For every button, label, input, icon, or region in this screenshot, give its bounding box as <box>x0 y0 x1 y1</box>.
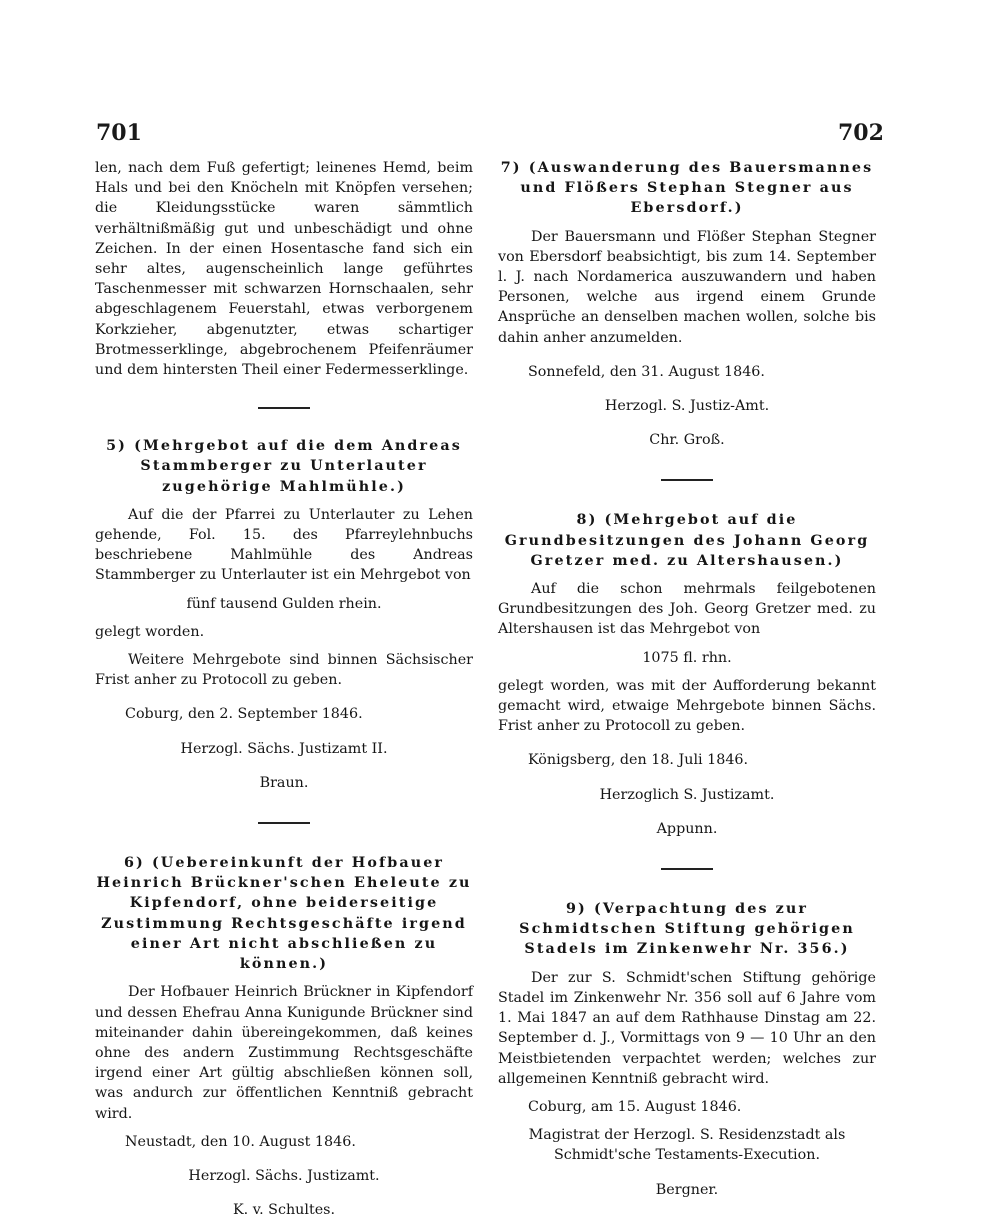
notice-7-place-date: Sonnefeld, den 31. August 1846. <box>528 363 765 380</box>
notice-7-authority: Herzogl. S. Justiz-Amt. <box>604 398 770 415</box>
notice-6-signer: K. v. Schultes. <box>232 1202 336 1219</box>
notice-8-amount: 1075 fl. rhn. <box>642 649 732 666</box>
notice-9 <box>498 899 876 1200</box>
right-column <box>498 158 876 1200</box>
separator-rule <box>498 839 876 899</box>
notice-5-place-date: Coburg, den 2. September 1846. <box>125 706 363 723</box>
notice-8-authority: Herzoglich S. Justizamt. <box>599 786 775 803</box>
notice-9-body: Der zur S. Schmidt'schen Stiftung gehörige Stadel im Zinkenwehr Nr. 356 soll auf 6 Jahre vom 1. Mai 1847 an auf dem Rathhause Dinstag am 22. September d. J., Vormittags von 9 — 10 Uhr an den Meistbietenden verpachtet werden; welches zur allgemeinen Kenntniß gebracht wird. <box>498 969 876 1087</box>
notice-8-place-date: Königsberg, den 18. Juli 1846. <box>528 752 749 769</box>
page-number-left: 701 <box>96 120 142 146</box>
notice-9-heading: 9) (Verpachtung des zur Schmidtschen Stiftung gehörigen Stadels im Zinkenwehr Nr. 356.) <box>519 901 855 958</box>
notice-6-body: Der Hofbauer Heinrich Brückner in Kipfendorf und dessen Ehefrau Anna Kunigunde Brückner sind miteinander dahin übereingekommen, daß keines ohne des andern Zustimmung Rechtsgeschäfte irgend einer Art gültig abschließen können soll, was andurch zur öffentlichen Kenntniß gebracht wird. <box>95 984 473 1122</box>
notice-7-body: Der Bauersmann und Flößer Stephan Stegner von Ebersdorf beabsichtigt, bis zum 14. September l. J. nach Nordamerica auszuwandern und haben Personen, welche aus irgend einem Grunde Ansprüche an denselben machen wollen, solche bis dahin anher anzumelden. <box>498 228 876 346</box>
notice-9-place-date: Coburg, am 15. August 1846. <box>528 1098 742 1115</box>
notice-8-signer: Appunn. <box>656 820 718 837</box>
page-number-right: 702 <box>838 120 884 146</box>
notice-7 <box>498 158 876 450</box>
notice-6 <box>95 853 473 1220</box>
notice-8-after: gelegt worden, was mit der Aufforderung bekannt gemacht wird, etwaige Mehrgebote binnen Sächs. Frist anher zu Protocoll zu geben. <box>498 677 876 735</box>
notice-6-authority: Herzogl. Sächs. Justizamt. <box>188 1167 380 1184</box>
separator-rule <box>95 380 473 436</box>
notice-5 <box>95 436 473 793</box>
notice-5-body: Auf die der Pfarrei zu Unterlauter zu Lehen gehende, Fol. 15. des Pfarreylehnbuchs beschriebene Mahlmühle des Andreas Stammberger zu Unterlauter ist ein Mehrgebot von <box>95 506 473 584</box>
notice-8 <box>498 510 876 839</box>
notice-9-signer: Bergner. <box>655 1181 719 1198</box>
notice-6-heading: 6) (Uebereinkunft der Hofbauer Heinrich Brückner'schen Eheleute zu Kipfendorf, ohne beiderseitige Zustimmung Rechtsgeschäfte irgend einer Art nicht abschließen zu können.) <box>96 855 472 973</box>
notice-5-signer: Braun. <box>259 774 309 791</box>
notice-9-authority: Magistrat der Herzogl. S. Residenzstadt als Schmidt'sche Testaments-Execution. <box>528 1127 846 1164</box>
continued-paragraph: len, nach dem Fuß gefertigt; leinenes Hemd, beim Hals und bei den Knöcheln mit Knöpfen versehen; die Kleidungsstücke waren sämmtlich verhältnißmäßig gut und unbeschädigt und ohne Zeichen. In der einen Hosentasche fand sich ein sehr altes, augenscheinlich lange geführtes Taschenmesser mit schwarzen Hornschaalen, sehr abgeschlagenem Feuerstahl, etwas verborgenem Korkzieher, abgenutzter, etwas schartiger Brotmesserklinge, abgebrochenem Pfeifenräumer und dem hintersten Theil einer Federmesserklinge. <box>95 160 473 379</box>
notice-5-amount: fünf tausend Gulden rhein. <box>186 595 382 612</box>
notice-8-body: Auf die schon mehrmals feilgebotenen Grundbesitzungen des Joh. Georg Gretzer med. zu Altershausen ist das Mehrgebot von <box>498 581 876 638</box>
notice-5-authority: Herzogl. Sächs. Justizamt II. <box>180 740 388 757</box>
notice-5-heading: 5) (Mehrgebot auf die dem Andreas Stammberger zu Unterlauter zugehörige Mahlmühle.) <box>106 438 462 495</box>
left-column <box>95 158 473 1220</box>
separator-rule <box>498 450 876 510</box>
notice-5-body2: Weitere Mehrgebote sind binnen Sächsischer Frist anher zu Protocoll zu geben. <box>95 652 473 689</box>
notice-6-place-date: Neustadt, den 10. August 1846. <box>125 1133 356 1150</box>
notice-5-after: gelegt worden. <box>95 623 205 640</box>
notice-7-signer: Chr. Groß. <box>649 432 725 449</box>
separator-rule <box>95 793 473 853</box>
notice-7-heading: 7) (Auswanderung des Bauersmannes und Flößers Stephan Stegner aus Ebersdorf.) <box>500 160 874 217</box>
notice-8-heading: 8) (Mehrgebot auf die Grundbesitzungen des Johann Georg Gretzer med. zu Altershausen.) <box>504 512 870 569</box>
